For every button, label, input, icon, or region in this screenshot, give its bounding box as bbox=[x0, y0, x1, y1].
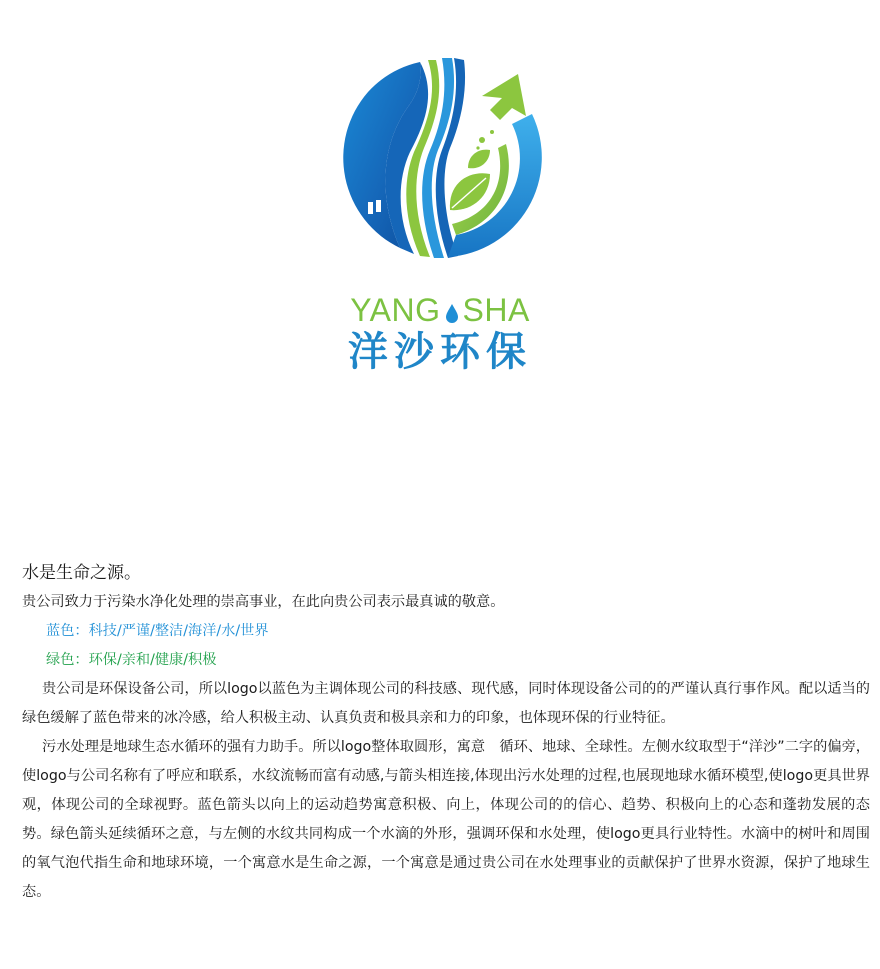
description-intro: 贵公司致力于污染水净化处理的崇高事业，在此向贵公司表示最真诚的敬意。 bbox=[22, 594, 505, 610]
brand-logo bbox=[340, 52, 550, 262]
blue-meaning-line: 蓝色：科技/严谨/整洁/海洋/水/世界 bbox=[46, 623, 269, 639]
water-drop-icon bbox=[445, 303, 459, 323]
brand-name-chinese: 洋沙环保 bbox=[348, 329, 532, 375]
green-meaning-line: 绿色：环保/亲和/健康/积极 bbox=[46, 652, 217, 668]
description-heading: 水是生命之源。 bbox=[22, 563, 141, 583]
globe-drop-logo-icon bbox=[340, 52, 550, 262]
description bbox=[22, 560, 870, 907]
brand-name-english-left: YANG bbox=[350, 292, 441, 328]
paragraph-logo-meaning: 污水处理是地球生态水循环的强有力助手。所以logo整体取圆形，寓意 循环、地球、全球性。左侧水纹取型于“洋沙”二字的偏旁，使logo与公司名称有了呼应和联系，水纹流畅而富有动感,与箭头相连接,体现出污水处理的过程,也展现地球水循环模型,使logo更具世界观，体现公司的全球视野。蓝色箭头以向上的运动趋势寓意积极、向上，体现公司的的信心、趋势、积极向上的心态和蓬勃发展的态势。绿色箭头延续循环之意，与左侧的水纹共同构成一个水滴的外形，强调环保和水处理，使logo更具行业特性。水滴中的树叶和周围的氧气泡代指生命和地球环境，一个寓意水是生命之源，一个寓意是通过贵公司在水处理事业的贡献保护了世界水资源，保护了地球生态。 bbox=[22, 739, 870, 900]
brand-name-english-right: SHA bbox=[462, 292, 530, 328]
paragraph-color-meaning: 贵公司是环保设备公司，所以logo以蓝色为主调体现公司的科技感、现代感，同时体现设备公司的的严谨认真行事作风。配以适当的绿色缓解了蓝色带来的冰冷感，给人积极主动、认真负责和极具亲和力的印象，也体现环保的行业特征。 bbox=[22, 681, 870, 726]
brand-name-english bbox=[0, 292, 880, 328]
